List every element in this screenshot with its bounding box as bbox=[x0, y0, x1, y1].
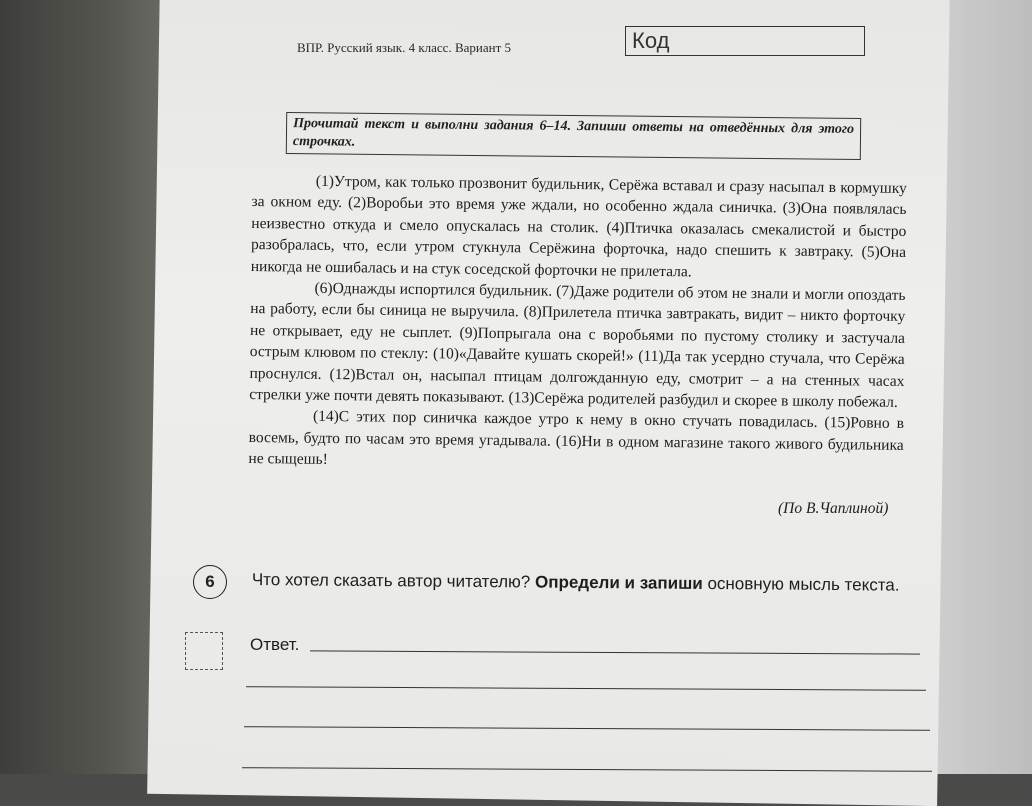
task-number: 6 bbox=[193, 565, 227, 599]
question-text-end: основную мысль текста. bbox=[702, 573, 900, 595]
background-left bbox=[0, 0, 170, 774]
answer-label: Ответ. bbox=[250, 635, 300, 654]
page-header: ВПР. Русский язык. 4 класс. Вариант 5 bbox=[297, 40, 511, 55]
paragraph: (6)Однажды испортился будильник. (7)Даже родители об этом не знали и могли опоздать на работу, если бы синица не выручила. (8)Прилетела птичка завтракать, видит – никто форточку не открывает, еду не сыплет. (9)Попрыгала она с воробьями по пустому столику и застучала острым клювом по стеклу: (10)«Давайте кушать скорей!» (11)Да так усердно стучала, что Серёжа проснулся. (12)Встал он, насыпал птицам долгожданную еду, смотрит – а на стенных часах стрелки уже почти девять показывают. (13)Серёжа родителей разбудил и скорее в школу побежал. bbox=[249, 279, 906, 411]
code-field[interactable] bbox=[625, 26, 865, 56]
paragraph: (14)С этих пор синичка каждое утро к нему в окно стучать повадилась. (15)Ровно в восемь, будто по часам это время угадывала. (16)Ни в одном магазине такого живого будильника не сыщешь! bbox=[248, 408, 905, 469]
reading-text bbox=[248, 170, 907, 478]
paragraph: (1)Утром, как только прозвонит будильник, Серёжа вставал и сразу насыпал в кормушку за окном еду. (2)Воробьи это время уже ждали, но особенно ждала синичка. (3)Она появлялась неизвестно откуда и смело опускалась на столик. (4)Птичка оказалась смекалистой и быстро разобралась, что, если утром стукнула Серёжина форточка, надо спешить к завтраку. (5)Она никогда не ошибалась и на стук соседской форточки не прилетала. bbox=[250, 172, 907, 281]
score-box[interactable] bbox=[185, 632, 223, 670]
question-emphasis: Определи и запиши bbox=[534, 572, 703, 593]
code-label: Код bbox=[632, 28, 670, 53]
question-text: Что хотел сказать автор читателю? bbox=[251, 569, 536, 592]
author-attribution: (По В.Чаплиной) bbox=[778, 500, 889, 517]
instruction-box: Прочитай текст и выполни задания 6–14. Запиши ответы на отведённых для этого строчках. bbox=[286, 112, 861, 160]
